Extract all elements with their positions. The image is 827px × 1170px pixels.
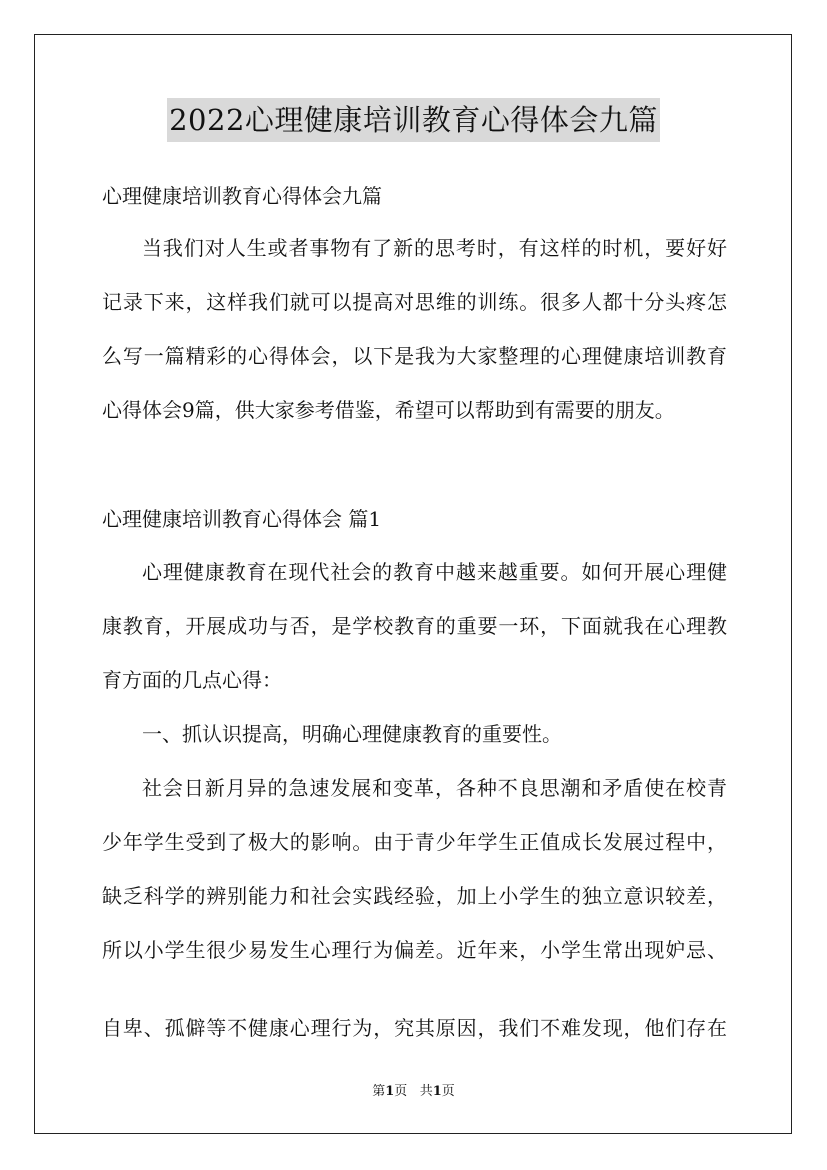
intro-line: 记录下来，这样我们就可以提高对思维的训练。很多人都十分头疼怎 xyxy=(102,290,727,314)
section-paragraph-line: 所以小学生很少易发生心理行为偏差。近年来，小学生常出现妒忌、 xyxy=(102,938,727,962)
document-subtitle: 心理健康培训教育心得体会九篇 xyxy=(102,184,382,208)
section-paragraph-line: 育方面的几点心得： xyxy=(102,668,282,692)
section-paragraph-line: 少年学生受到了极大的影响。由于青少年学生正值成长发展过程中， xyxy=(102,830,727,854)
footer-page-suffix: 页 xyxy=(394,1084,408,1099)
section-heading: 心理健康培训教育心得体会 篇1 xyxy=(102,507,382,531)
point-one-heading: 一、抓认识提高，明确心理健康教育的重要性。 xyxy=(142,722,562,746)
footer-page-total: 1 xyxy=(432,1084,442,1099)
section-paragraph-line: 康教育，开展成功与否，是学校教育的重要一环，下面就我在心理教 xyxy=(102,614,727,638)
intro-line: 当我们对人生或者事物有了新的思考时，有这样的时机，要好好 xyxy=(142,236,727,260)
footer-page-current: 1 xyxy=(385,1084,395,1099)
section-paragraph-line: 心理健康教育在现代社会的教育中越来越重要。如何开展心理健 xyxy=(142,560,727,584)
page-footer xyxy=(0,1082,827,1102)
title-block xyxy=(0,98,827,142)
footer-total-suffix: 页 xyxy=(441,1084,455,1099)
intro-line: 心得体会9篇，供大家参考借鉴，希望可以帮助到有需要的朋友。 xyxy=(102,398,675,422)
footer-page-prefix: 第 xyxy=(372,1084,386,1099)
footer-total-prefix: 共 xyxy=(419,1084,433,1099)
intro-line: 么写一篇精彩的心得体会，以下是我为大家整理的心理健康培训教育 xyxy=(102,344,727,368)
document-title: 2022心理健康培训教育心得体会九篇 xyxy=(167,98,660,142)
section-paragraph-line: 社会日新月异的急速发展和变革，各种不良思潮和矛盾使在校青 xyxy=(142,776,727,800)
section-paragraph-line: 缺乏科学的辨别能力和社会实践经验，加上小学生的独立意识较差， xyxy=(102,884,727,908)
section-paragraph-line: 自卑、孤僻等不健康心理行为，究其原因，我们不难发现，他们存在 xyxy=(102,1016,727,1040)
